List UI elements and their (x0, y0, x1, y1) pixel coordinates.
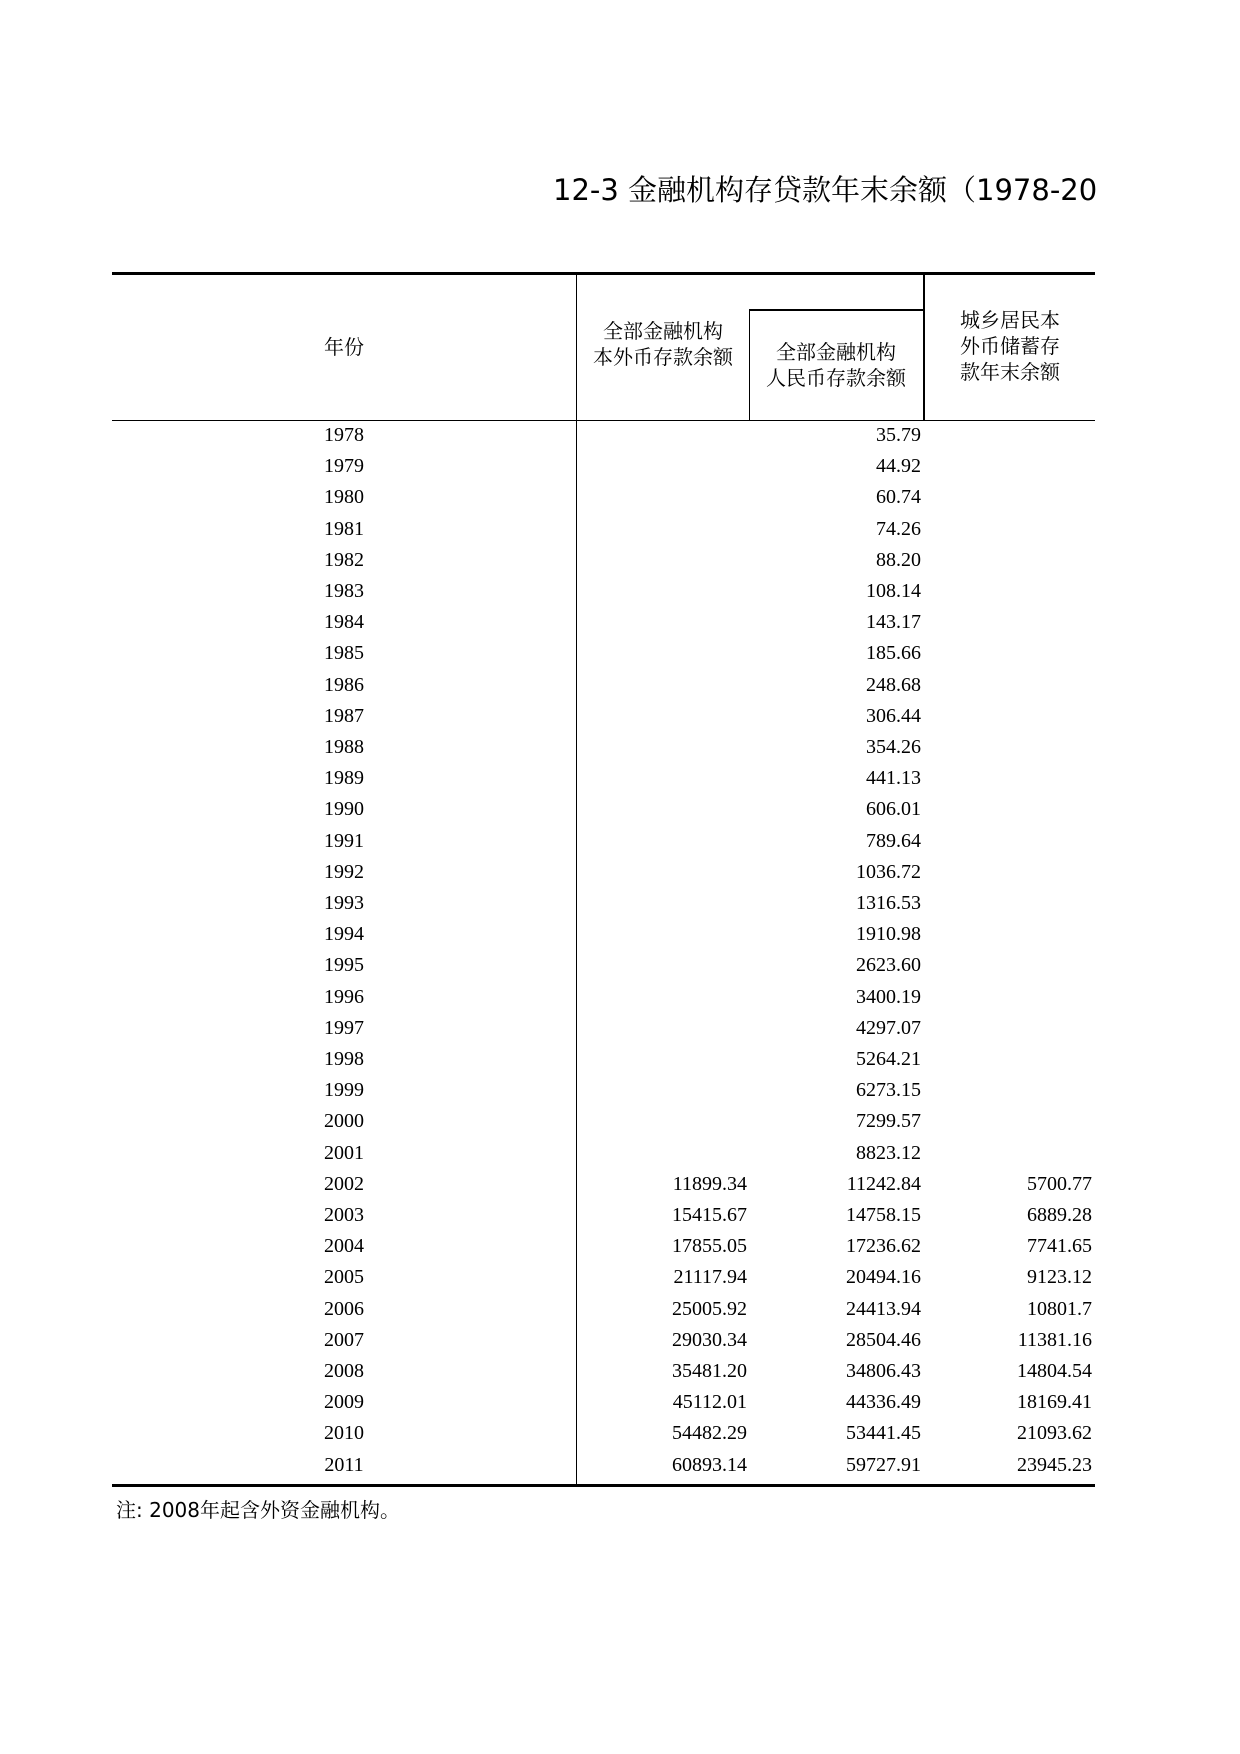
row-rmb-deposits: 60.74 (876, 486, 921, 508)
row-year: 2004 (324, 1235, 364, 1257)
row-household-savings: 23945.23 (1017, 1454, 1092, 1476)
row-rmb-deposits: 17236.62 (846, 1235, 921, 1257)
header-total-deposits (583, 318, 743, 370)
subheader-right-rule (923, 272, 925, 421)
row-household-savings: 14804.54 (1017, 1360, 1092, 1382)
header-total-deposits-line2: 本外币存款余额 (593, 345, 733, 369)
row-year: 1979 (324, 455, 364, 477)
row-year: 1994 (324, 923, 364, 945)
col-divider-year (576, 272, 577, 1485)
row-year: 1990 (324, 798, 364, 820)
row-household-savings: 5700.77 (1027, 1173, 1092, 1195)
row-rmb-deposits: 28504.46 (846, 1329, 921, 1351)
row-household-savings: 21093.62 (1017, 1422, 1092, 1444)
row-rmb-deposits: 8823.12 (856, 1142, 921, 1164)
row-rmb-deposits: 143.17 (866, 611, 921, 633)
subheader-top-rule (749, 309, 924, 311)
header-rmb-deposits-line1: 全部金融机构 (776, 340, 896, 364)
row-rmb-deposits: 53441.45 (846, 1422, 921, 1444)
row-household-savings: 9123.12 (1027, 1266, 1092, 1288)
row-year: 1993 (324, 892, 364, 914)
row-household-savings: 11381.16 (1017, 1329, 1092, 1351)
row-year: 1980 (324, 486, 364, 508)
row-rmb-deposits: 24413.94 (846, 1298, 921, 1320)
table-top-rule (112, 272, 1095, 275)
row-rmb-deposits: 1910.98 (856, 923, 921, 945)
row-year: 2003 (324, 1204, 364, 1226)
row-total-deposits: 17855.05 (672, 1235, 747, 1257)
row-rmb-deposits: 248.68 (866, 674, 921, 696)
row-year: 1999 (324, 1079, 364, 1101)
row-year: 1989 (324, 767, 364, 789)
row-rmb-deposits: 2623.60 (856, 954, 921, 976)
table-bottom-rule (112, 1484, 1095, 1487)
row-year: 2008 (324, 1360, 364, 1382)
row-rmb-deposits: 44336.49 (846, 1391, 921, 1413)
header-bottom-rule (112, 420, 1095, 421)
row-year: 2007 (324, 1329, 364, 1351)
row-total-deposits: 11899.34 (672, 1173, 747, 1195)
row-rmb-deposits: 44.92 (876, 455, 921, 477)
row-rmb-deposits: 11242.84 (846, 1173, 921, 1195)
footnote: 注: 2008年起含外资金融机构。 (116, 1498, 400, 1522)
row-rmb-deposits: 1316.53 (856, 892, 921, 914)
row-rmb-deposits: 59727.91 (846, 1454, 921, 1476)
row-rmb-deposits: 354.26 (866, 736, 921, 758)
row-year: 1998 (324, 1048, 364, 1070)
row-total-deposits: 25005.92 (672, 1298, 747, 1320)
row-year: 1997 (324, 1017, 364, 1039)
header-household-savings-line3: 款年末余额 (960, 360, 1060, 384)
row-year: 2011 (324, 1454, 364, 1476)
row-household-savings: 7741.65 (1027, 1235, 1092, 1257)
row-rmb-deposits: 34806.43 (846, 1360, 921, 1382)
row-rmb-deposits: 35.79 (876, 424, 921, 446)
row-year: 2010 (324, 1422, 364, 1444)
row-year: 2001 (324, 1142, 364, 1164)
row-year: 2009 (324, 1391, 364, 1413)
row-rmb-deposits: 14758.15 (846, 1204, 921, 1226)
row-rmb-deposits: 5264.21 (856, 1048, 921, 1070)
row-total-deposits: 29030.34 (672, 1329, 747, 1351)
row-rmb-deposits: 88.20 (876, 549, 921, 571)
row-rmb-deposits: 74.26 (876, 518, 921, 540)
header-rmb-deposits-line2: 人民币存款余额 (766, 366, 906, 390)
row-household-savings: 6889.28 (1027, 1204, 1092, 1226)
row-total-deposits: 60893.14 (672, 1454, 747, 1476)
row-rmb-deposits: 6273.15 (856, 1079, 921, 1101)
header-household-savings-line1: 城乡居民本 (960, 308, 1060, 332)
row-year: 1982 (324, 549, 364, 571)
header-household-savings (930, 307, 1090, 385)
row-rmb-deposits: 4297.07 (856, 1017, 921, 1039)
row-year: 1978 (324, 424, 364, 446)
row-year: 2006 (324, 1298, 364, 1320)
row-year: 2005 (324, 1266, 364, 1288)
row-rmb-deposits: 606.01 (866, 798, 921, 820)
row-year: 1995 (324, 954, 364, 976)
row-rmb-deposits: 185.66 (866, 642, 921, 664)
row-rmb-deposits: 1036.72 (856, 861, 921, 883)
row-year: 1985 (324, 642, 364, 664)
row-year: 1992 (324, 861, 364, 883)
row-total-deposits: 35481.20 (672, 1360, 747, 1382)
row-total-deposits: 21117.94 (673, 1266, 747, 1288)
subheader-left-rule (749, 309, 750, 421)
header-household-savings-line2: 外币储蓄存 (960, 334, 1060, 358)
row-year: 1986 (324, 674, 364, 696)
row-household-savings: 18169.41 (1017, 1391, 1092, 1413)
row-rmb-deposits: 7299.57 (856, 1110, 921, 1132)
row-rmb-deposits: 3400.19 (856, 986, 921, 1008)
row-household-savings: 10801.7 (1027, 1298, 1092, 1320)
row-total-deposits: 15415.67 (672, 1204, 747, 1226)
row-year: 1984 (324, 611, 364, 633)
row-year: 1981 (324, 518, 364, 540)
row-year: 2000 (324, 1110, 364, 1132)
row-total-deposits: 45112.01 (672, 1391, 747, 1413)
row-rmb-deposits: 789.64 (866, 830, 921, 852)
header-total-deposits-line1: 全部金融机构 (603, 319, 723, 343)
header-year: 年份 (324, 335, 364, 359)
row-total-deposits: 54482.29 (672, 1422, 747, 1444)
row-year: 1983 (324, 580, 364, 602)
row-year: 1996 (324, 986, 364, 1008)
row-year: 1991 (324, 830, 364, 852)
row-year: 1988 (324, 736, 364, 758)
row-rmb-deposits: 441.13 (866, 767, 921, 789)
header-rmb-deposits (756, 339, 916, 391)
row-rmb-deposits: 306.44 (866, 705, 921, 727)
row-year: 1987 (324, 705, 364, 727)
page-title: 12-3 金融机构存贷款年末余额（1978-20 (553, 173, 1098, 207)
row-year: 2002 (324, 1173, 364, 1195)
row-rmb-deposits: 108.14 (866, 580, 921, 602)
row-rmb-deposits: 20494.16 (846, 1266, 921, 1288)
